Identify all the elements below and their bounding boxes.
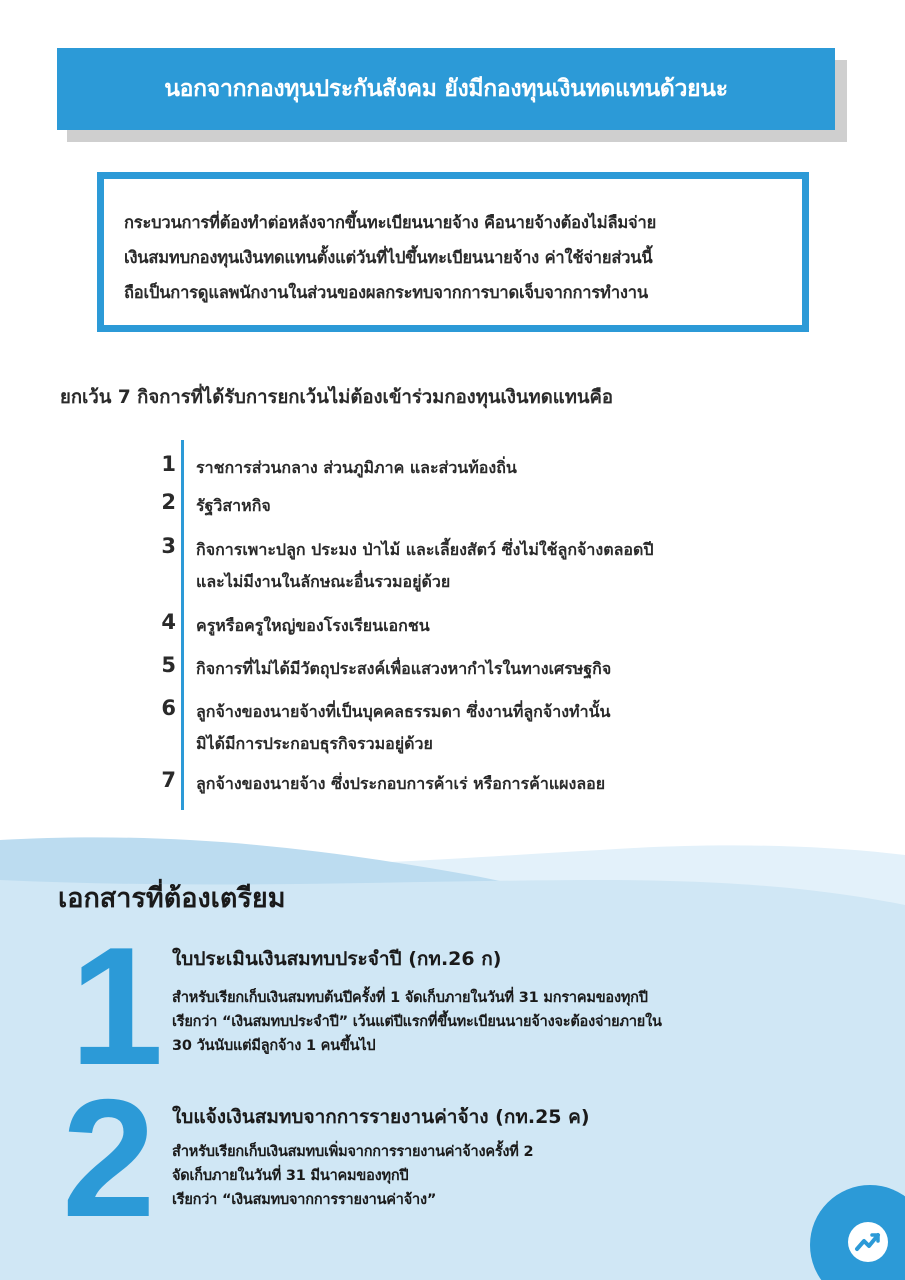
item-number: 7: [161, 768, 176, 792]
document-description: เรียกว่า “เงินสมทบประจำปี” เว้นแต่ปีแรกที่ขึ้นทะเบียนนายจ้างจะต้องจ่ายภายใน: [172, 1014, 662, 1030]
intro-line: ถือเป็นการดูแลพนักงานในส่วนของผลกระทบจากการบาดเจ็บจากการทำงาน: [124, 283, 648, 302]
document-title: ใบแจ้งเงินสมทบจากการรายงานค่าจ้าง (กท.25 ค): [172, 1106, 590, 1128]
document-description: สำหรับเรียกเก็บเงินสมทบต้นปีครั้งที่ 1 จัดเก็บภายในวันที่ 31 มกราคมของทุกปี: [172, 990, 648, 1006]
item-text: กิจการเพาะปลูก ประมง ป่าไม้ และเลี้ยงสัตว์ ซึ่งไม่ใช้ลูกจ้างตลอดปี: [196, 540, 654, 559]
item-text: มิได้มีการประกอบธุรกิจรวมอยู่ด้วย: [196, 734, 433, 753]
document-description: เรียกว่า “เงินสมทบจากการรายงานค่าจ้าง”: [172, 1192, 437, 1208]
item-number: 6: [161, 696, 176, 720]
intro-line: กระบวนการที่ต้องทำต่อหลังจากขึ้นทะเบียนนายจ้าง คือนายจ้างต้องไม่ลืมจ่าย: [124, 213, 657, 232]
document-number: 1: [70, 912, 164, 1100]
chart-trend-icon: [848, 1222, 888, 1262]
item-text: ลูกจ้างของนายจ้างที่เป็นบุคคลธรรมดา ซึ่งงานที่ลูกจ้างทำนั้น: [196, 702, 611, 721]
title-banner: [57, 48, 835, 130]
item-number: 2: [161, 490, 176, 514]
document-description: สำหรับเรียกเก็บเงินสมทบเพิ่มจากการรายงานค่าจ้างครั้งที่ 2: [172, 1144, 534, 1160]
document-title: ใบประเมินเงินสมทบประจำปี (กท.26 ก): [172, 948, 502, 970]
list-divider: [181, 440, 184, 810]
item-text: กิจการที่ไม่ได้มีวัตถุประสงค์เพื่อแสวงหากำไรในทางเศรษฐกิจ: [196, 659, 612, 678]
item-text: รัฐวิสาหกิจ: [196, 496, 271, 515]
exceptions-heading: ยกเว้น 7 กิจการที่ได้รับการยกเว้นไม่ต้องเข้าร่วมกองทุนเงินทดแทนคือ: [60, 387, 614, 408]
intro-box: [97, 172, 809, 332]
item-number: 5: [161, 653, 176, 677]
item-text: ลูกจ้างของนายจ้าง ซึ่งประกอบการค้าเร่ หรือการค้าแผงลอย: [196, 774, 606, 793]
item-number: 1: [161, 452, 176, 476]
item-number: 4: [161, 610, 176, 634]
item-text: ครูหรือครูใหญ่ของโรงเรียนเอกชน: [196, 616, 430, 635]
intro-line: เงินสมทบกองทุนเงินทดแทนตั้งแต่วันที่ไปขึ้นทะเบียนนายจ้าง ค่าใช้จ่ายส่วนนี้: [124, 248, 653, 267]
document-description: 30 วันนับแต่มีลูกจ้าง 1 คนขึ้นไป: [172, 1038, 376, 1054]
documents-heading: เอกสารที่ต้องเตรียม: [58, 883, 286, 914]
item-text: ราชการส่วนกลาง ส่วนภูมิภาค และส่วนท้องถิ่น: [196, 458, 517, 477]
document-number: 2: [62, 1064, 156, 1252]
item-text: และไม่มีงานในลักษณะอื่นรวมอยู่ด้วย: [196, 572, 451, 591]
item-number: 3: [161, 534, 176, 558]
document-description: จัดเก็บภายในวันที่ 31 มีนาคมของทุกปี: [172, 1168, 409, 1184]
page-title: นอกจากกองทุนประกันสังคม ยังมีกองทุนเงินทดแทนด้วยนะ: [164, 76, 728, 102]
